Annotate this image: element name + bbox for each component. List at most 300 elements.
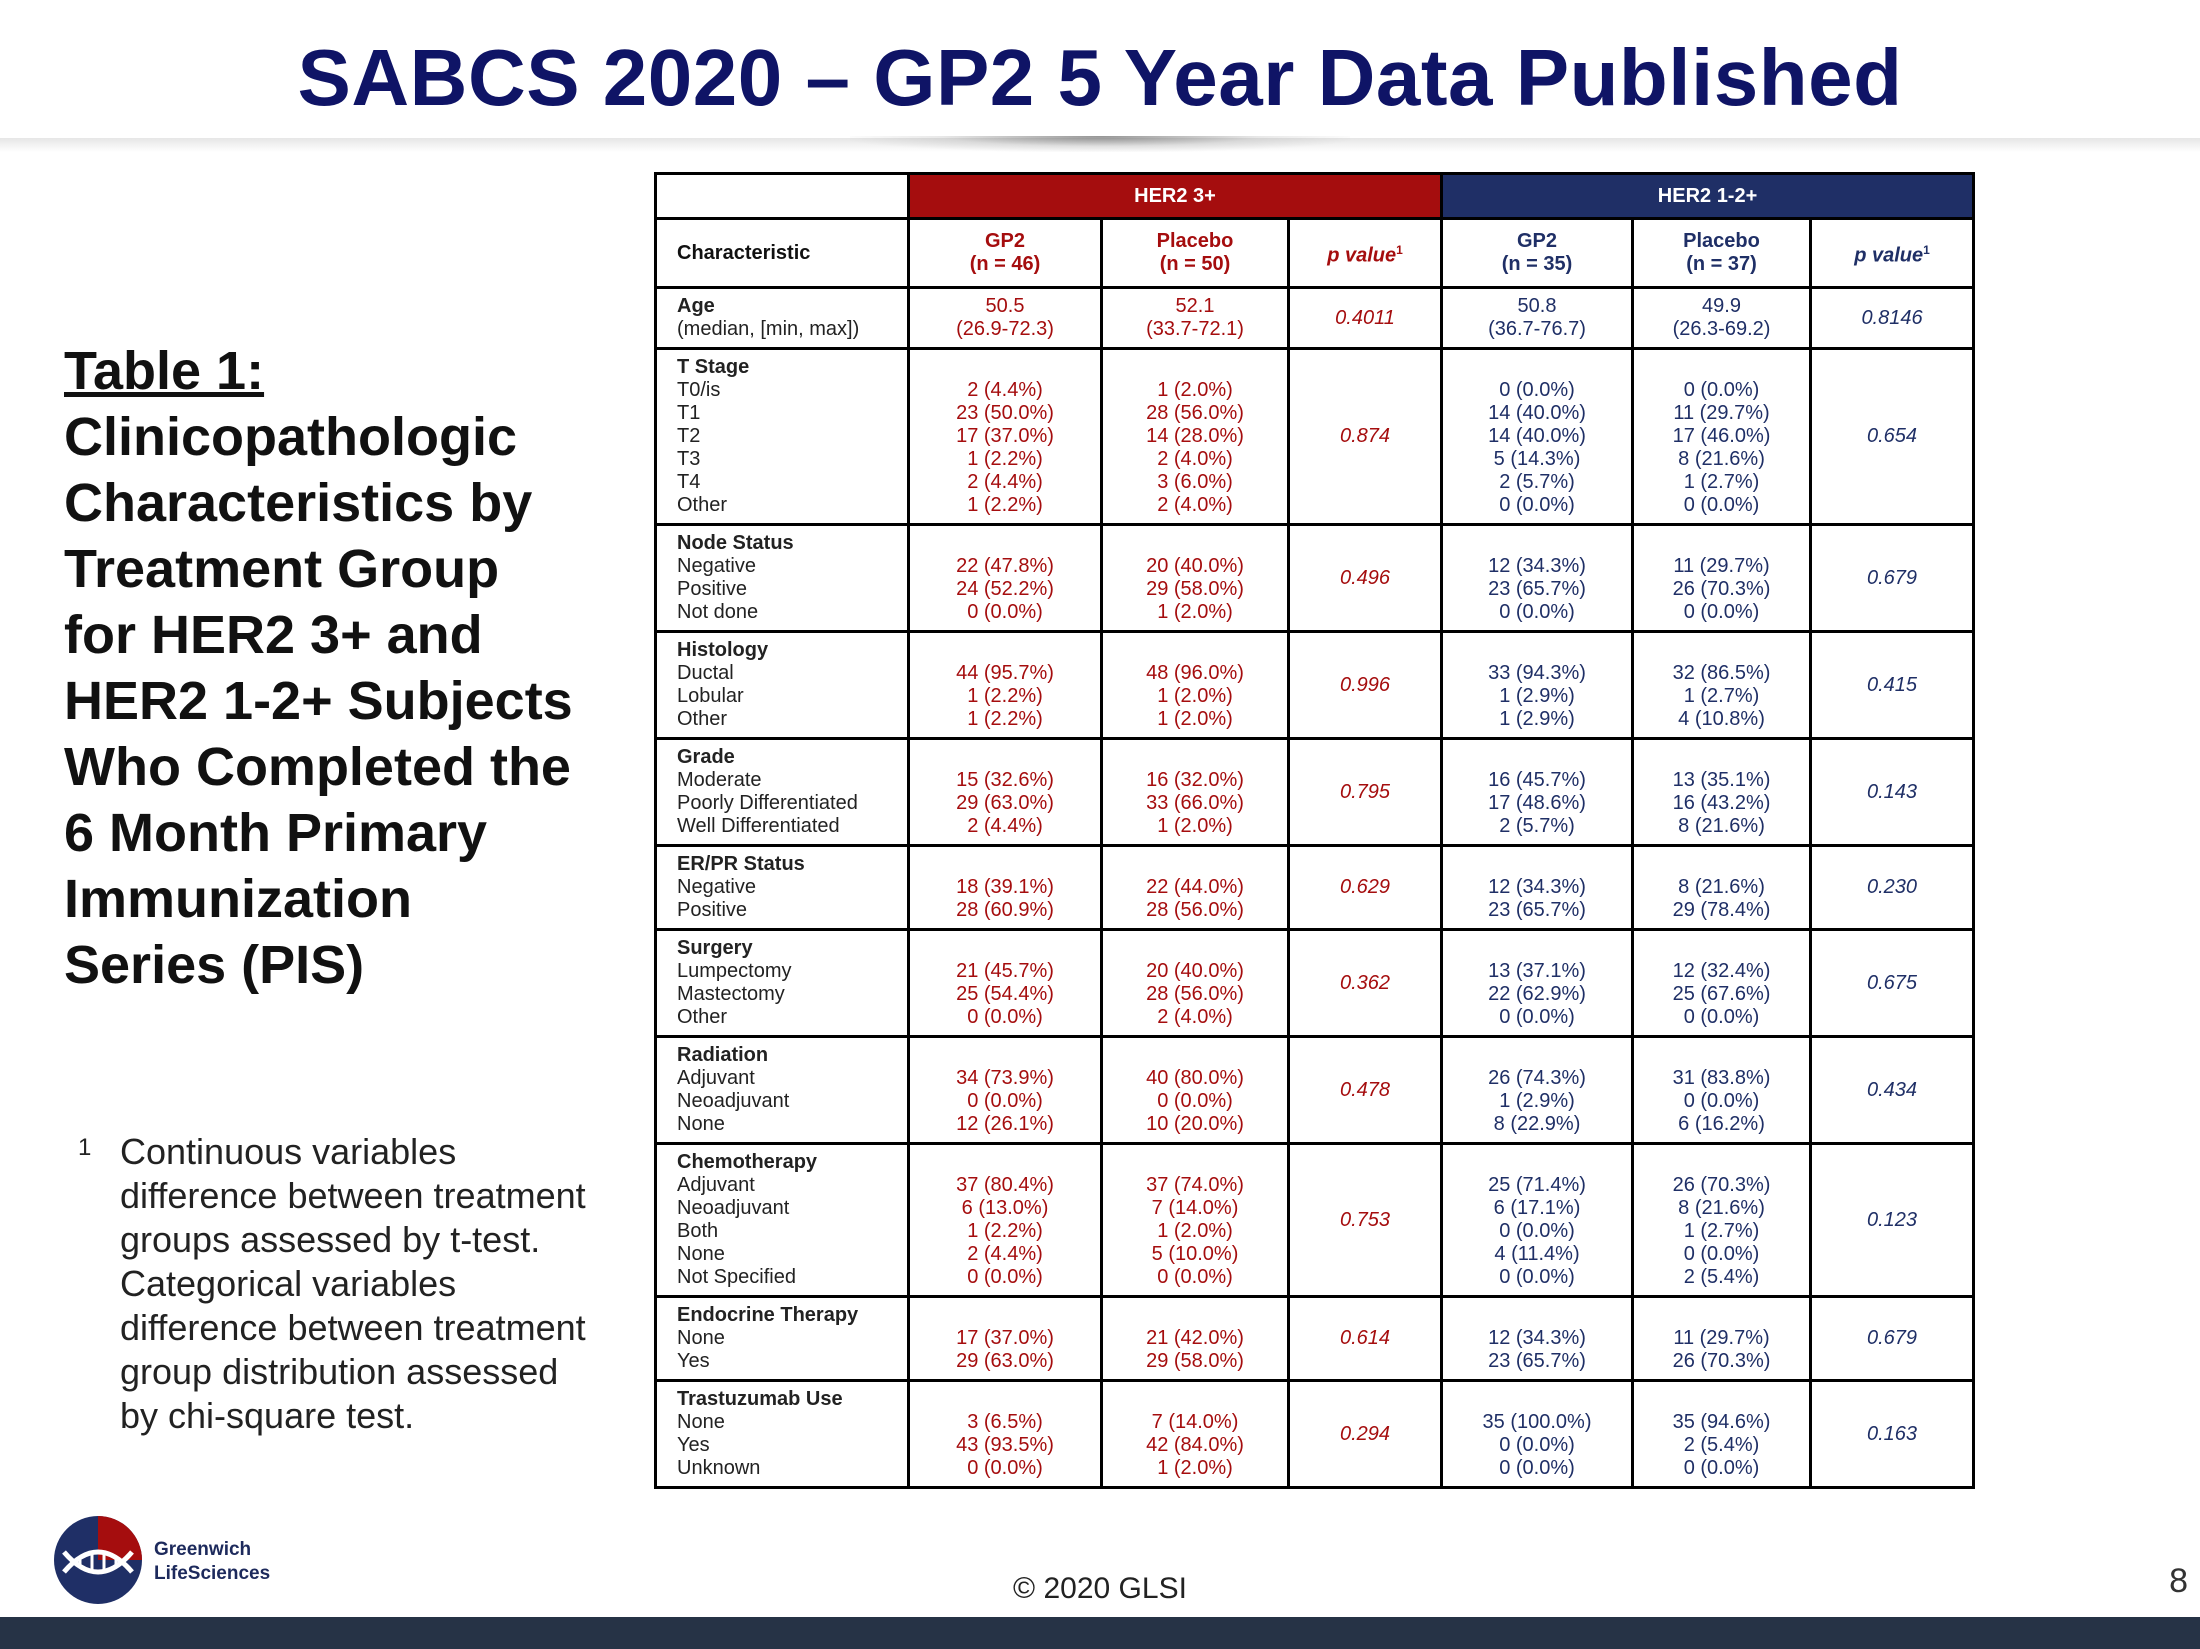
gp2-her2-12-cell bbox=[1442, 1381, 1633, 1488]
cell-value: 35 (94.6%) bbox=[1672, 1411, 1771, 1433]
cell-spacer bbox=[1636, 1388, 1807, 1411]
col-header-label: p value bbox=[1854, 244, 1924, 267]
cell-spacer bbox=[1445, 1304, 1629, 1327]
cell-value: 43 (93.5%) bbox=[956, 1434, 1054, 1456]
cell-value: 44 (95.7%) bbox=[956, 662, 1054, 684]
characteristic-cell bbox=[656, 1037, 909, 1144]
cell-value: 6 (13.0%) bbox=[961, 1197, 1049, 1219]
pvalue-her2-3-cell: 0.874 bbox=[1289, 349, 1442, 525]
pvalue-her2-3-cell: 0.294 bbox=[1289, 1381, 1442, 1488]
footnote-line: groups assessed by t-test. bbox=[120, 1219, 541, 1260]
cell-value: 0 (0.0%) bbox=[1683, 1243, 1760, 1265]
cell-spacer bbox=[1636, 356, 1807, 379]
cell-spacer bbox=[1445, 1388, 1629, 1411]
category-label: T Stage bbox=[677, 356, 750, 378]
placebo-her2-3-cell bbox=[1102, 632, 1289, 739]
col-header-pvalue-her2-12 bbox=[1811, 219, 1974, 288]
cell-value: 10 (20.0%) bbox=[1146, 1113, 1244, 1135]
cell-value: 0 (0.0%) bbox=[1683, 1006, 1760, 1028]
group-header-blank bbox=[656, 174, 909, 219]
cell-value: 0 (0.0%) bbox=[1499, 1457, 1575, 1479]
cell-spacer bbox=[1445, 1044, 1629, 1067]
cell-spacer bbox=[1636, 1044, 1807, 1067]
cell-spacer bbox=[912, 356, 1098, 379]
table-row bbox=[656, 632, 1974, 739]
gp2-her2-3-cell bbox=[909, 1037, 1102, 1144]
cell-value: (26.3-69.2) bbox=[1672, 318, 1771, 340]
col-header-n: (n = 35) bbox=[1501, 253, 1573, 275]
logo-line-2: LifeSciences bbox=[154, 1563, 271, 1584]
cell-value: 1 (2.9%) bbox=[1499, 708, 1575, 730]
characteristic-cell bbox=[656, 525, 909, 632]
table-row bbox=[656, 739, 1974, 846]
cell-spacer bbox=[912, 532, 1098, 555]
cell-value: 16 (45.7%) bbox=[1488, 769, 1586, 791]
cell-value: 0 (0.0%) bbox=[1683, 1090, 1760, 1112]
cell-spacer bbox=[912, 639, 1098, 662]
category-label: Node Status bbox=[677, 532, 794, 554]
col-header-label: p value bbox=[1327, 244, 1397, 267]
cell-value: 12 (34.3%) bbox=[1488, 876, 1586, 898]
cell-value: 48 (96.0%) bbox=[1146, 662, 1244, 684]
category-label: Endocrine Therapy bbox=[677, 1304, 859, 1326]
cell-value: 23 (65.7%) bbox=[1488, 899, 1586, 921]
cell-spacer bbox=[1445, 1151, 1629, 1174]
cell-value: 14 (40.0%) bbox=[1488, 425, 1586, 447]
subcategory-label: Unknown bbox=[677, 1457, 761, 1479]
subcategory-label: T1 bbox=[677, 402, 701, 424]
pvalue-her2-3-cell: 0.996 bbox=[1289, 632, 1442, 739]
category-label: Trastuzumab Use bbox=[677, 1388, 843, 1410]
cell-value: 3 (6.0%) bbox=[1157, 471, 1233, 493]
gp2-her2-12-cell bbox=[1442, 288, 1633, 349]
cell-value: 7 (14.0%) bbox=[1151, 1411, 1239, 1433]
copyright: © 2020 GLSI bbox=[1013, 1572, 1187, 1605]
cell-value: 11 (29.7%) bbox=[1673, 402, 1770, 424]
gp2-her2-12-cell bbox=[1442, 1037, 1633, 1144]
cell-spacer bbox=[1636, 1304, 1807, 1327]
cell-value: 22 (62.9%) bbox=[1488, 983, 1586, 1005]
cell-spacer bbox=[912, 1388, 1098, 1411]
cell-value: 2 (5.4%) bbox=[1683, 1434, 1760, 1456]
cell-value: 2 (4.0%) bbox=[1157, 494, 1233, 516]
cell-value: 29 (63.0%) bbox=[956, 792, 1054, 814]
cell-value: 37 (80.4%) bbox=[956, 1174, 1054, 1196]
caption-line: for HER2 3+ and bbox=[64, 605, 483, 665]
pvalue-her2-12-cell: 0.8146 bbox=[1811, 288, 1974, 349]
caption-line: Treatment Group bbox=[64, 539, 500, 599]
cell-value: 20 (40.0%) bbox=[1146, 960, 1244, 982]
cell-value: 0 (0.0%) bbox=[1157, 1266, 1233, 1288]
table-row bbox=[656, 1144, 1974, 1297]
pvalue-her2-12-cell: 0.415 bbox=[1811, 632, 1974, 739]
subcategory-label: T2 bbox=[677, 425, 701, 447]
gp2-her2-12-cell bbox=[1442, 1144, 1633, 1297]
cell-value: 52.1 bbox=[1175, 295, 1215, 317]
pvalue-her2-12-cell: 0.679 bbox=[1811, 525, 1974, 632]
cell-spacer bbox=[1105, 746, 1285, 769]
cell-value: 26 (70.3%) bbox=[1672, 1350, 1771, 1372]
characteristic-cell bbox=[656, 1144, 909, 1297]
placebo-her2-3-cell bbox=[1102, 930, 1289, 1037]
characteristics-table bbox=[654, 172, 1975, 1489]
subcategory-label: Poorly Differentiated bbox=[677, 792, 858, 814]
cell-value: 23 (65.7%) bbox=[1488, 1350, 1586, 1372]
placebo-her2-12-cell bbox=[1633, 525, 1811, 632]
subcategory-label: Moderate bbox=[677, 769, 762, 791]
cell-spacer bbox=[1105, 532, 1285, 555]
cell-value: 17 (46.0%) bbox=[1672, 425, 1771, 447]
cell-value: 28 (60.9%) bbox=[956, 899, 1054, 921]
cell-value: 12 (34.3%) bbox=[1488, 1327, 1586, 1349]
subcategory-label: Adjuvant bbox=[677, 1067, 755, 1089]
placebo-her2-12-cell bbox=[1633, 1144, 1811, 1297]
gp2-her2-12-cell bbox=[1442, 1297, 1633, 1381]
gp2-her2-12-cell bbox=[1442, 349, 1633, 525]
subcategory-label: Neoadjuvant bbox=[677, 1197, 790, 1219]
caption-line: Who Completed the bbox=[64, 737, 571, 797]
category-label: Grade bbox=[677, 746, 735, 768]
cell-spacer bbox=[1445, 746, 1629, 769]
gp2-her2-3-cell bbox=[909, 846, 1102, 930]
gp2-her2-12-cell bbox=[1442, 525, 1633, 632]
cell-value: 0 (0.0%) bbox=[1683, 601, 1760, 623]
placebo-her2-3-cell bbox=[1102, 349, 1289, 525]
gp2-her2-3-cell bbox=[909, 1297, 1102, 1381]
subcategory-label: Neoadjuvant bbox=[677, 1090, 790, 1112]
pvalue-her2-12-cell: 0.434 bbox=[1811, 1037, 1974, 1144]
subcategory-label: T0/is bbox=[677, 379, 721, 401]
cell-value: 0 (0.0%) bbox=[1683, 1457, 1760, 1479]
pvalue-her2-3-cell: 0.4011 bbox=[1289, 288, 1442, 349]
cell-value: 2 (5.4%) bbox=[1683, 1266, 1760, 1288]
cell-spacer bbox=[1636, 937, 1807, 960]
cell-value: 17 (37.0%) bbox=[956, 425, 1054, 447]
cell-value: 12 (34.3%) bbox=[1488, 555, 1586, 577]
cell-value: 50.8 bbox=[1517, 295, 1557, 317]
characteristic-cell bbox=[656, 930, 909, 1037]
cell-value: 13 (35.1%) bbox=[1672, 769, 1771, 791]
gp2-her2-12-cell bbox=[1442, 930, 1633, 1037]
cell-value: 8 (21.6%) bbox=[1678, 815, 1765, 837]
pvalue-footnote-ref: 1 bbox=[1923, 242, 1930, 257]
gp2-her2-3-cell bbox=[909, 1381, 1102, 1488]
cell-value: 5 (14.3%) bbox=[1493, 448, 1581, 470]
cell-value: 26 (70.3%) bbox=[1672, 578, 1771, 600]
placebo-her2-12-cell bbox=[1633, 349, 1811, 525]
table-label: Table 1: bbox=[64, 341, 265, 401]
cell-spacer bbox=[1445, 532, 1629, 555]
pvalue-her2-3-cell: 0.614 bbox=[1289, 1297, 1442, 1381]
table-caption bbox=[64, 338, 624, 998]
cell-value: 14 (40.0%) bbox=[1488, 402, 1586, 424]
col-header-label: Placebo bbox=[1683, 230, 1760, 252]
placebo-her2-3-cell bbox=[1102, 525, 1289, 632]
subcategory-label: None bbox=[677, 1113, 725, 1135]
cell-value: 1 (2.7%) bbox=[1683, 471, 1760, 493]
cell-value: 1 (2.2%) bbox=[967, 708, 1043, 730]
subcategory-label: Not Specified bbox=[677, 1266, 796, 1288]
cell-value: 7 (14.0%) bbox=[1151, 1197, 1239, 1219]
cell-value: 0 (0.0%) bbox=[1499, 1220, 1575, 1242]
footnote-line: Categorical variables bbox=[120, 1263, 457, 1304]
col-header-n: (n = 46) bbox=[969, 253, 1041, 275]
placebo-her2-12-cell bbox=[1633, 1297, 1811, 1381]
cell-value: 1 (2.0%) bbox=[1157, 1457, 1233, 1479]
table-caption-lines bbox=[64, 404, 624, 998]
subcategory-label: Adjuvant bbox=[677, 1174, 755, 1196]
cell-value: 5 (10.0%) bbox=[1151, 1243, 1239, 1265]
cell-value: 26 (70.3%) bbox=[1672, 1174, 1771, 1196]
col-header-gp2-her2-3 bbox=[909, 219, 1102, 288]
cell-spacer bbox=[1445, 937, 1629, 960]
cell-spacer bbox=[912, 746, 1098, 769]
cell-spacer bbox=[1105, 1388, 1285, 1411]
caption-line: Immunization bbox=[64, 869, 412, 929]
cell-value: 8 (21.6%) bbox=[1678, 1197, 1765, 1219]
page-number: 8 bbox=[2169, 1562, 2188, 1600]
cell-value: 0 (0.0%) bbox=[967, 1006, 1043, 1028]
cell-value: 1 (2.2%) bbox=[967, 685, 1043, 707]
cell-value: 29 (63.0%) bbox=[956, 1350, 1054, 1372]
slide-title: SABCS 2020 – GP2 5 Year Data Published bbox=[297, 33, 1903, 122]
cell-value: 18 (39.1%) bbox=[956, 876, 1054, 898]
subcategory-label: T3 bbox=[677, 448, 701, 470]
cell-value: 25 (71.4%) bbox=[1488, 1174, 1586, 1196]
cell-value: 1 (2.9%) bbox=[1499, 685, 1575, 707]
title-divider-shadow bbox=[850, 136, 1350, 152]
cell-spacer bbox=[1105, 1044, 1285, 1067]
cell-value: 17 (37.0%) bbox=[956, 1327, 1054, 1349]
cell-value: 0 (0.0%) bbox=[1499, 601, 1575, 623]
gp2-her2-3-cell bbox=[909, 632, 1102, 739]
category-label: Chemotherapy bbox=[677, 1151, 818, 1173]
category-label: Radiation bbox=[677, 1044, 769, 1066]
cell-spacer bbox=[1445, 356, 1629, 379]
cell-value: 2 (4.4%) bbox=[967, 1243, 1043, 1265]
pvalue-her2-3-cell: 0.795 bbox=[1289, 739, 1442, 846]
caption-line: Clinicopathologic bbox=[64, 407, 517, 467]
cell-value: 8 (21.6%) bbox=[1678, 448, 1765, 470]
cell-value: 24 (52.2%) bbox=[956, 578, 1054, 600]
cell-value: 0 (0.0%) bbox=[967, 1266, 1043, 1288]
cell-spacer bbox=[1105, 639, 1285, 662]
placebo-her2-12-cell bbox=[1633, 739, 1811, 846]
cell-spacer bbox=[1636, 639, 1807, 662]
footnote-text bbox=[120, 1130, 618, 1438]
col-header-pvalue-her2-3 bbox=[1289, 219, 1442, 288]
subcategory-label: Other bbox=[677, 708, 728, 730]
characteristic-cell bbox=[656, 632, 909, 739]
gp2-her2-3-cell bbox=[909, 1144, 1102, 1297]
cell-value: 20 (40.0%) bbox=[1146, 555, 1244, 577]
pvalue-her2-3-cell: 0.478 bbox=[1289, 1037, 1442, 1144]
cell-value: 2 (5.7%) bbox=[1499, 815, 1575, 837]
group-header-her2-12: HER2 1-2+ bbox=[1442, 174, 1974, 219]
cell-value: 12 (26.1%) bbox=[956, 1113, 1054, 1135]
col-header-n: (n = 50) bbox=[1159, 253, 1231, 275]
subcategory-label: (median, [min, max]) bbox=[677, 318, 860, 340]
cell-value: 22 (47.8%) bbox=[956, 555, 1054, 577]
subcategory-label: Other bbox=[677, 494, 728, 516]
cell-value: 0 (0.0%) bbox=[1157, 1090, 1233, 1112]
cell-value: 0 (0.0%) bbox=[1499, 494, 1575, 516]
pvalue-her2-12-cell: 0.675 bbox=[1811, 930, 1974, 1037]
cell-value: 1 (2.7%) bbox=[1683, 685, 1760, 707]
col-header-label: Placebo bbox=[1156, 230, 1234, 252]
cell-value: 0 (0.0%) bbox=[967, 1457, 1043, 1479]
cell-value: 28 (56.0%) bbox=[1146, 983, 1244, 1005]
cell-value: 2 (4.0%) bbox=[1157, 448, 1233, 470]
cell-value: (26.9-72.3) bbox=[956, 318, 1054, 340]
subcategory-label: T4 bbox=[677, 471, 701, 493]
table-row bbox=[656, 1297, 1974, 1381]
cell-value: 13 (37.1%) bbox=[1488, 960, 1586, 982]
category-label: ER/PR Status bbox=[677, 853, 805, 875]
table-row bbox=[656, 930, 1974, 1037]
cell-value: 0 (0.0%) bbox=[1499, 379, 1575, 401]
footnote-line: by chi-square test. bbox=[120, 1395, 415, 1436]
cell-value: (33.7-72.1) bbox=[1146, 318, 1244, 340]
characteristic-cell bbox=[656, 288, 909, 349]
characteristic-cell bbox=[656, 349, 909, 525]
caption-line: 6 Month Primary bbox=[64, 803, 488, 863]
cell-value: 16 (43.2%) bbox=[1672, 792, 1771, 814]
characteristic-cell bbox=[656, 846, 909, 930]
gp2-her2-3-cell bbox=[909, 288, 1102, 349]
placebo-her2-12-cell bbox=[1633, 846, 1811, 930]
group-header-her2-3: HER2 3+ bbox=[909, 174, 1442, 219]
cell-value: 8 (21.6%) bbox=[1678, 876, 1765, 898]
col-header-placebo-her2-12 bbox=[1633, 219, 1811, 288]
col-header-label: GP2 bbox=[1517, 230, 1558, 252]
cell-value: 28 (56.0%) bbox=[1146, 402, 1244, 424]
col-header-n: (n = 37) bbox=[1686, 253, 1757, 275]
cell-value: 31 (83.8%) bbox=[1672, 1067, 1771, 1089]
pvalue-her2-3-cell: 0.496 bbox=[1289, 525, 1442, 632]
cell-value: 8 (22.9%) bbox=[1493, 1113, 1581, 1135]
subcategory-label: None bbox=[677, 1243, 725, 1265]
cell-value: 40 (80.0%) bbox=[1146, 1067, 1244, 1089]
pvalue-her2-12-cell: 0.679 bbox=[1811, 1297, 1974, 1381]
subcategory-label: Negative bbox=[677, 876, 756, 898]
cell-value: 17 (48.6%) bbox=[1488, 792, 1586, 814]
pvalue-her2-3-cell: 0.362 bbox=[1289, 930, 1442, 1037]
cell-value: 11 (29.7%) bbox=[1673, 1327, 1770, 1349]
cell-value: 42 (84.0%) bbox=[1146, 1434, 1244, 1456]
cell-value: 29 (58.0%) bbox=[1146, 1350, 1244, 1372]
table-row bbox=[656, 288, 1974, 349]
cell-spacer bbox=[1105, 1151, 1285, 1174]
cell-value: 49.9 bbox=[1702, 295, 1741, 317]
category-label: Age bbox=[677, 295, 715, 317]
cell-value: 2 (4.4%) bbox=[967, 471, 1043, 493]
placebo-her2-12-cell bbox=[1633, 930, 1811, 1037]
subcategory-label: Yes bbox=[677, 1350, 710, 1372]
cell-value: 1 (2.0%) bbox=[1157, 379, 1233, 401]
placebo-her2-12-cell bbox=[1633, 1037, 1811, 1144]
cell-value: 3 (6.5%) bbox=[967, 1411, 1043, 1433]
cell-value: (36.7-76.7) bbox=[1488, 318, 1586, 340]
bottom-bar bbox=[0, 1617, 2200, 1649]
cell-value: 29 (78.4%) bbox=[1672, 899, 1771, 921]
cell-spacer bbox=[1636, 532, 1807, 555]
cell-value: 26 (74.3%) bbox=[1488, 1067, 1586, 1089]
caption-line: Characteristics by bbox=[64, 473, 533, 533]
cell-value: 1 (2.2%) bbox=[967, 494, 1043, 516]
pvalue-her2-12-cell: 0.654 bbox=[1811, 349, 1974, 525]
cell-value: 1 (2.0%) bbox=[1157, 601, 1233, 623]
cell-value: 23 (65.7%) bbox=[1488, 578, 1586, 600]
placebo-her2-3-cell bbox=[1102, 739, 1289, 846]
gp2-her2-12-cell bbox=[1442, 846, 1633, 930]
placebo-her2-12-cell bbox=[1633, 632, 1811, 739]
subcategory-label: Yes bbox=[677, 1434, 710, 1456]
cell-value: 25 (54.4%) bbox=[956, 983, 1054, 1005]
cell-value: 0 (0.0%) bbox=[1683, 379, 1760, 401]
characteristic-cell bbox=[656, 739, 909, 846]
cell-value: 1 (2.0%) bbox=[1157, 815, 1233, 837]
cell-value: 0 (0.0%) bbox=[1499, 1434, 1575, 1456]
cell-value: 0 (0.0%) bbox=[967, 1090, 1043, 1112]
gp2-her2-3-cell bbox=[909, 525, 1102, 632]
cell-spacer bbox=[1445, 639, 1629, 662]
pvalue-her2-12-cell: 0.123 bbox=[1811, 1144, 1974, 1297]
subcategory-label: Well Differentiated bbox=[677, 815, 840, 837]
col-header-placebo-her2-3 bbox=[1102, 219, 1289, 288]
gp2-her2-12-cell bbox=[1442, 632, 1633, 739]
cell-value: 1 (2.0%) bbox=[1157, 708, 1233, 730]
subcategory-label: Mastectomy bbox=[677, 983, 785, 1005]
characteristic-cell bbox=[656, 1381, 909, 1488]
cell-value: 0 (0.0%) bbox=[967, 601, 1043, 623]
cell-value: 4 (10.8%) bbox=[1678, 708, 1765, 730]
placebo-her2-12-cell bbox=[1633, 1381, 1811, 1488]
footnote-marker: 1 bbox=[78, 1134, 92, 1161]
subcategory-label: Positive bbox=[677, 899, 748, 921]
footnote bbox=[78, 1130, 618, 1438]
subcategory-label: Other bbox=[677, 1006, 728, 1028]
cell-value: 0 (0.0%) bbox=[1499, 1006, 1575, 1028]
cell-value: 21 (45.7%) bbox=[956, 960, 1054, 982]
cell-value: 2 (4.4%) bbox=[967, 815, 1043, 837]
subcategory-label: Negative bbox=[677, 555, 756, 577]
subcategory-label: Positive bbox=[677, 578, 748, 600]
cell-value: 1 (2.9%) bbox=[1499, 1090, 1575, 1112]
pvalue-her2-12-cell: 0.230 bbox=[1811, 846, 1974, 930]
cell-value: 15 (32.6%) bbox=[956, 769, 1054, 791]
cell-value: 1 (2.7%) bbox=[1683, 1220, 1760, 1242]
gp2-her2-3-cell bbox=[909, 349, 1102, 525]
caption-line: HER2 1-2+ Subjects bbox=[64, 671, 573, 731]
cell-value: 29 (58.0%) bbox=[1146, 578, 1244, 600]
subcategory-label: None bbox=[677, 1327, 725, 1349]
cell-value: 23 (50.0%) bbox=[956, 402, 1054, 424]
pvalue-her2-12-cell: 0.143 bbox=[1811, 739, 1974, 846]
cell-spacer bbox=[1636, 1151, 1807, 1174]
pvalue-footnote-ref: 1 bbox=[1396, 242, 1403, 257]
cell-spacer bbox=[1105, 853, 1285, 876]
cell-value: 4 (11.4%) bbox=[1494, 1243, 1580, 1265]
placebo-her2-3-cell bbox=[1102, 1037, 1289, 1144]
cell-value: 21 (42.0%) bbox=[1146, 1327, 1244, 1349]
cell-spacer bbox=[912, 1044, 1098, 1067]
table-body bbox=[656, 288, 1974, 1488]
col-header-characteristic: Characteristic bbox=[656, 219, 909, 288]
category-label: Histology bbox=[677, 639, 769, 661]
footnote-line: difference between treatment bbox=[120, 1175, 586, 1216]
caption-line: Series (PIS) bbox=[64, 935, 365, 995]
